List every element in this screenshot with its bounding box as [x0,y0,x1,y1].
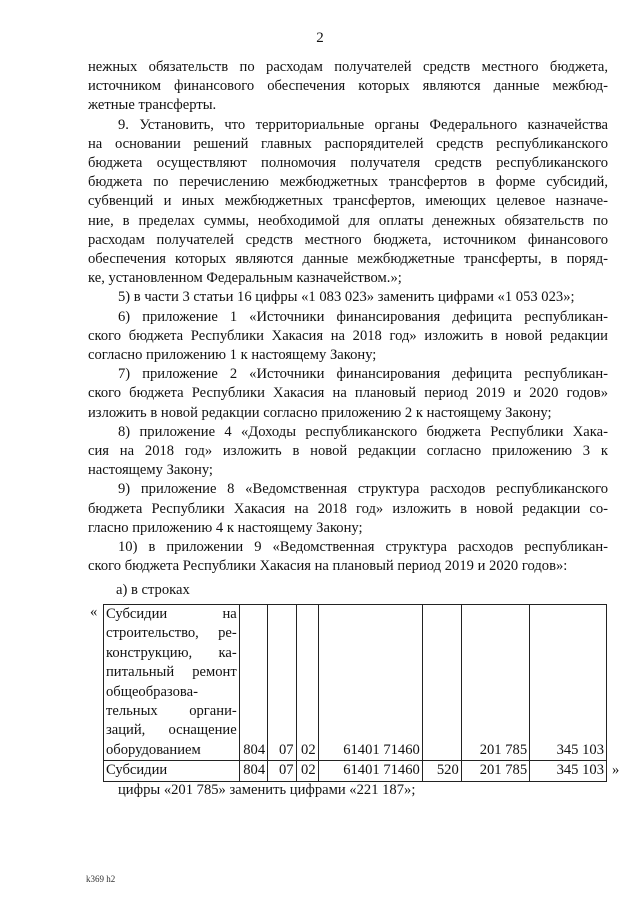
paragraph [88,288,608,307]
document-code: k369 h2 [86,874,116,884]
text-line: ского бюджета Республики Хакасия на 2018 год» изложить в новой редакции [88,327,608,344]
subheading: а) в строках [116,582,190,598]
text-line: ского бюджета Республики Хакасия на плановый период 2019 и 2020 годов»: [88,558,568,575]
text-line: ке, установленном Федеральным казначейством.»; [88,270,402,287]
budget-table [103,604,607,782]
text-line: согласно приложению 1 к настоящему Закону; [88,347,377,364]
paragraph [88,116,608,289]
text-line: 8) приложение 4 «Доходы республиканского бюджета Республики Хака- [118,423,608,440]
row-name-line: заций, оснащение [106,722,237,739]
row-name-line: Субсидии на [106,606,237,622]
table-cell: 804 [239,761,267,781]
table-cell: 07 [268,605,296,761]
row-name-line: конструкцию, ка- [106,644,237,661]
table-cell: 02 [296,605,318,761]
paragraph [88,58,608,116]
table-cell: 345 103 [530,605,607,761]
table-cell: 07 [268,761,296,781]
text-line: бюджета Республики Хакасия на 2018 год» изложить в новой редакции со- [88,500,608,517]
row-name-line: тельных органи- [106,703,237,720]
table-cell: 520 [422,761,461,781]
text-line: сия на 2018 год» изложить в новой редакции согласно приложению 3 к [88,443,608,460]
text-line: бюджета осуществляют полномочия получателя средств республиканского [88,155,608,172]
row-name-cell [104,605,240,761]
text-line: жетные трансферты. [88,97,217,114]
text-line: расходам получателей средств местного бюджета, источником финансового [88,231,608,248]
table-cell [422,605,461,761]
table-row [104,761,607,781]
table-row [104,605,607,761]
quote-close-mark: » [612,762,620,778]
text-line: субвенций и иных межбюджетных трансфертов, имеющих целевое назначе- [88,193,608,210]
table-cell: 02 [296,761,318,781]
paragraph [88,423,608,481]
text-line: настоящему Закону; [88,462,213,479]
text-line: нежных обязательств по расходам получателей средств местного бюджета, [88,59,608,75]
text-line: ского бюджета Республики Хакасия на плановый период 2019 и 2020 годов» [88,385,608,402]
table-cell: 201 785 [461,761,529,781]
table-cell: 345 103 [530,761,607,781]
document-body [88,58,608,576]
row-name-line: оборудованием [106,741,201,758]
row-name-line: Субсидии [106,762,168,779]
page-number: 2 [316,30,324,46]
paragraph [88,538,608,576]
text-line: источником финансового обеспечения которых являются данные межбюд- [88,78,608,95]
row-name-cell [104,761,240,781]
text-line: ние, в пределах суммы, необходимой для оплаты денежных обязательств по [88,212,608,229]
table-cell: 804 [239,605,267,761]
table-cell: 61401 71460 [318,761,422,781]
paragraph [88,365,608,423]
text-line: 9. Установить, что территориальные органы Федерального казначейства [118,116,608,133]
paragraph [88,308,608,366]
quote-open-mark: « [90,604,98,620]
row-name-line: питальный ремонт [106,664,237,681]
text-line: 10) в приложении 9 «Ведомственная структура расходов республикан- [118,539,608,556]
text-line: бюджета по перечислению межбюджетных трансфертов в форме субсидий, [88,174,608,191]
text-line: 5) в части 3 статьи 16 цифры «1 083 023» заменить цифрами «1 053 023»; [118,289,575,306]
text-line: обеспечения которых являются данные межбюджетные трансферты, в поряд- [88,251,608,268]
text-line: 7) приложение 2 «Источники финансирования дефицита республикан- [118,366,608,383]
row-name-line: строительство, ре- [106,625,237,642]
table-cell: 201 785 [461,605,529,761]
row-name-line: общеобразова- [106,683,198,700]
text-line: изложить в новой редакции согласно приложению 2 к настоящему Закону; [88,404,552,421]
text-line: гласно приложению 4 к настоящему Закону; [88,519,363,536]
paragraph [88,480,608,538]
text-line: 9) приложение 8 «Ведомственная структура расходов республиканского [118,481,608,498]
text-line: на основании решений главных распорядителей средств республиканского [88,135,608,152]
replacement-instruction: цифры «201 785» заменить цифрами «221 187»; [118,782,416,798]
table-cell: 61401 71460 [318,605,422,761]
text-line: 6) приложение 1 «Источники финансирования дефицита республикан- [118,308,608,325]
